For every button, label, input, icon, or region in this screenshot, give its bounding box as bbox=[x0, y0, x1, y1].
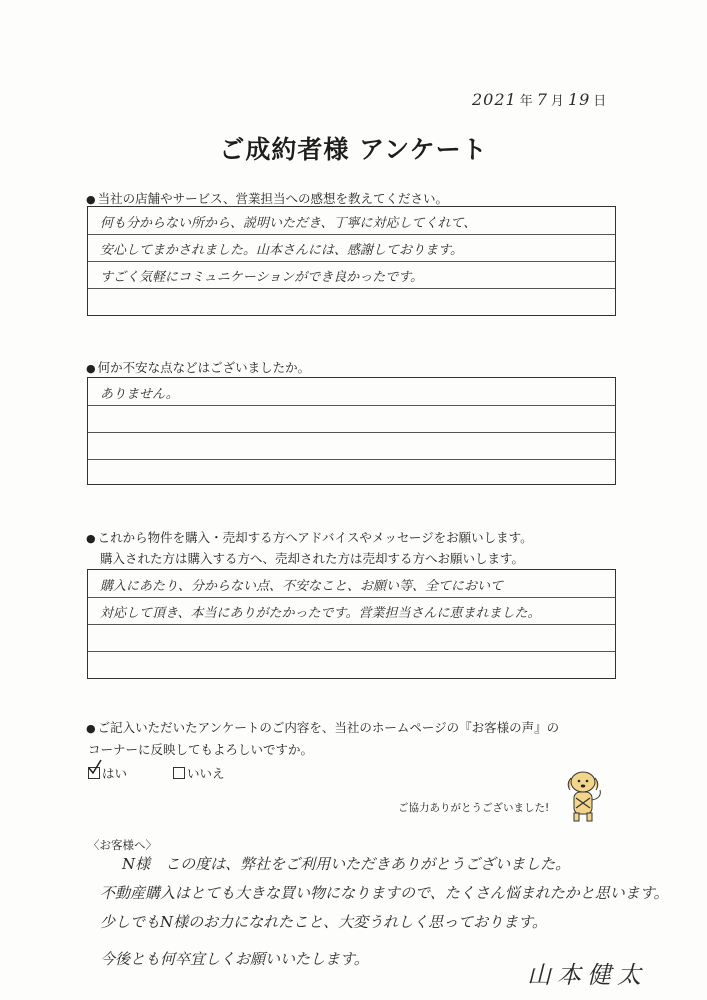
answer-box-2[interactable] bbox=[87, 377, 616, 485]
question-4 bbox=[86, 718, 559, 736]
ruled-line bbox=[88, 288, 615, 289]
bullet-icon: ● bbox=[86, 722, 96, 735]
dog-mascot-icon bbox=[560, 768, 610, 824]
question-3-subline: 購入された方は購入する方へ、売却された方は売却する方へお願いします。 bbox=[100, 551, 525, 566]
answer-1-line-3: すごく気軽にコミュニケーションができ良かったです。 bbox=[100, 270, 424, 285]
answer-1-line-2: 安心してまかされました。山本さんには、感謝しております。 bbox=[100, 243, 463, 258]
answer-2-line-1: ありません。 bbox=[100, 387, 179, 402]
customer-message-line-4: 今後とも何卒宜しくお願いいたします。 bbox=[100, 950, 369, 968]
ruled-line bbox=[88, 234, 615, 235]
question-1-text: 当社の店舗やサービス、営業担当への感想を教えてください。 bbox=[97, 191, 448, 206]
bullet-icon: ● bbox=[86, 532, 96, 545]
answer-box-1[interactable] bbox=[87, 206, 616, 316]
ruled-line bbox=[88, 651, 615, 652]
option-yes[interactable] bbox=[88, 764, 127, 782]
question-2 bbox=[86, 358, 310, 376]
date-month-unit: 月 bbox=[550, 94, 565, 109]
answer-box-3[interactable] bbox=[87, 569, 616, 679]
ruled-line bbox=[88, 624, 615, 625]
answer-3-line-1: 購入にあたり、分からない点、不安なこと、お願い等、全てにおいて bbox=[100, 579, 504, 594]
date-day-unit: 日 bbox=[593, 94, 608, 109]
signature: 山本健太 bbox=[527, 961, 647, 989]
bullet-icon: ● bbox=[86, 193, 96, 206]
date-month: 7 bbox=[536, 90, 548, 109]
option-no[interactable] bbox=[173, 764, 225, 782]
customer-message-line-3: 少しでもN様のお力になれたこと、大変うれしく思っております。 bbox=[100, 913, 547, 931]
bullet-icon: ● bbox=[86, 362, 96, 375]
customer-message-line-1: N様 この度は、弊社をご利用いただきありがとうございました。 bbox=[122, 855, 571, 873]
customer-section-label: 〈お客様へ〉 bbox=[88, 838, 157, 852]
ruled-line bbox=[88, 459, 615, 460]
ruled-line bbox=[88, 597, 615, 598]
question-4-line-2: コーナーに反映してもよろしいですか。 bbox=[88, 742, 314, 757]
option-yes-label: はい bbox=[102, 766, 128, 781]
question-3 bbox=[86, 528, 533, 546]
question-4-line-1: ご記入いただいたアンケートのご内容を、当社のホームページの『お客様の声』の bbox=[97, 720, 560, 735]
date-year: 2021 bbox=[472, 90, 517, 109]
thanks-message: ご協力ありがとうございました! bbox=[398, 802, 550, 814]
survey-date bbox=[472, 90, 610, 109]
customer-message-line-2: 不動産購入はとても大きな買い物になりますので、たくさん悩まれたかと思います。 bbox=[100, 884, 669, 902]
date-day: 19 bbox=[567, 90, 591, 109]
ruled-line bbox=[88, 405, 615, 406]
page-title: ご成約者様 アンケート bbox=[219, 135, 488, 164]
check-mark-icon bbox=[87, 759, 103, 775]
question-3-text: これから物件を購入・売却する方へアドバイスやメッセージをお願いします。 bbox=[97, 530, 533, 545]
answer-3-line-2: 対応して頂き、本当にありがたかったです。営業担当さんに恵まれました。 bbox=[100, 606, 541, 621]
answer-1-line-1: 何も分からない所から、説明いただき、丁寧に対応してくれて、 bbox=[100, 216, 477, 231]
checkbox-icon[interactable] bbox=[88, 767, 100, 779]
ruled-line bbox=[88, 432, 615, 433]
checkbox-icon[interactable] bbox=[173, 767, 185, 779]
date-year-unit: 年 bbox=[519, 94, 534, 109]
option-no-label: いいえ bbox=[187, 766, 225, 781]
question-1 bbox=[86, 189, 448, 207]
ruled-line bbox=[88, 261, 615, 262]
question-2-text: 何か不安な点などはございましたか。 bbox=[97, 360, 311, 375]
